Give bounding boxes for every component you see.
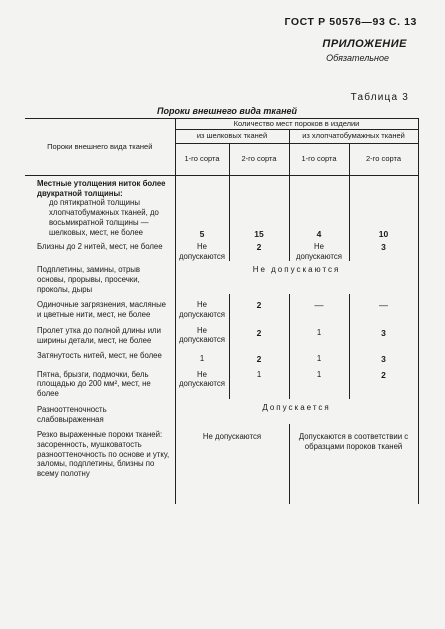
cell-value: 2 (256, 354, 262, 365)
table-row (25, 345, 418, 364)
cell-value: 3 (381, 354, 386, 365)
cell-value: 1 (316, 369, 322, 379)
cell-value: Не допускаются (178, 242, 226, 261)
cell-value: Не допускаются (178, 369, 226, 388)
cell-silk-value: Не допускаются (175, 424, 289, 504)
cell-span-value: Допускается (175, 399, 418, 424)
cotton-grade1-header: 1-го сорта (289, 144, 349, 176)
cell-value: Не допускаются (178, 300, 226, 319)
row-name: Затянутость нитей, мест, не более (25, 345, 175, 364)
silk-grade2-header: 2-го сорта (229, 144, 289, 176)
cell-value: 2 (256, 327, 262, 338)
table-row (25, 399, 418, 424)
cell-value: 1 (316, 327, 322, 337)
cell-value: — (314, 300, 324, 311)
table-row (25, 261, 418, 294)
table-row (25, 294, 418, 319)
cell-value: 1 (199, 354, 205, 364)
row-name: до пятикратной толщины хлопчатобумажных тканей, до восьмикратной толщины — шелковых, мест, не более (25, 198, 175, 239)
row-name: Одиночные загрязнения, масляные и цветные нити, мест, не более (25, 294, 175, 319)
cell-cotton-value: Допускаются в соответствии с образцами пороков тканей (289, 424, 418, 504)
appendix-title: ПРИЛОЖЕНИЕ (322, 38, 407, 50)
row-name: Пятна, брызги, подмочки, бель площадью до 200 мм², мест, не более (25, 365, 175, 399)
cell-value: — (379, 300, 389, 311)
table-row (25, 424, 418, 504)
silk-group-header: из шелковых тканей (175, 130, 289, 144)
col-group-header: Количество мест пороков в изделии (175, 119, 418, 130)
cell-value: 5 (199, 229, 205, 240)
table-row (25, 320, 418, 345)
defects-table (25, 118, 419, 504)
cell-value: 1 (256, 369, 262, 379)
cell-value: 10 (378, 229, 389, 240)
table-row (25, 239, 418, 261)
cell-value: 4 (316, 229, 322, 240)
col-header-defects: Пороки внешнего вида тканей (25, 119, 175, 176)
cell-value: Не допускаются (178, 325, 226, 345)
cell-value: 2 (381, 369, 386, 380)
cell-value: 3 (381, 242, 386, 253)
row-name: Местные утолщения ниток более двукратной толщины: (25, 179, 175, 198)
appendix-subtitle: Обязательное (326, 53, 389, 63)
row-name: Резко выраженные пороки тканей: засоренность, мушковатость разнооттеночность по основе и утку, заломы, подплетины, близны по всему полотну (25, 424, 175, 504)
row-name: Пролет утка до полной длины или ширины детали, мест, не более (25, 320, 175, 345)
silk-grade1-header: 1-го сорта (175, 144, 229, 176)
row-name: Близны до 2 нитей, мест, не более (25, 239, 175, 261)
cell-value: 1 (316, 354, 322, 364)
cell-value: Не допускаются (295, 242, 343, 261)
table-row (25, 198, 418, 239)
page-header: ГОСТ Р 50576—93 С. 13 (284, 16, 417, 28)
row-name: Подплетины, замины, отрыв основы, прорывы, просечки, проколы, дыры (25, 261, 175, 294)
cotton-group-header: из хлопчатобумажных тканей (289, 130, 418, 144)
table-row (25, 179, 418, 198)
cell-value: 2 (256, 300, 262, 311)
row-name: Разнооттеночность слабовыраженная (25, 399, 175, 424)
cotton-grade2-header: 2-го сорта (349, 144, 418, 176)
cell-value: 2 (256, 242, 262, 253)
cell-value: 3 (381, 327, 386, 338)
cell-value: 15 (254, 229, 264, 240)
table-number: Таблица 3 (350, 92, 409, 103)
table-title: Пороки внешнего вида тканей (157, 106, 298, 116)
cell-span-value: Не допускаются (175, 261, 418, 294)
table-row (25, 365, 418, 399)
